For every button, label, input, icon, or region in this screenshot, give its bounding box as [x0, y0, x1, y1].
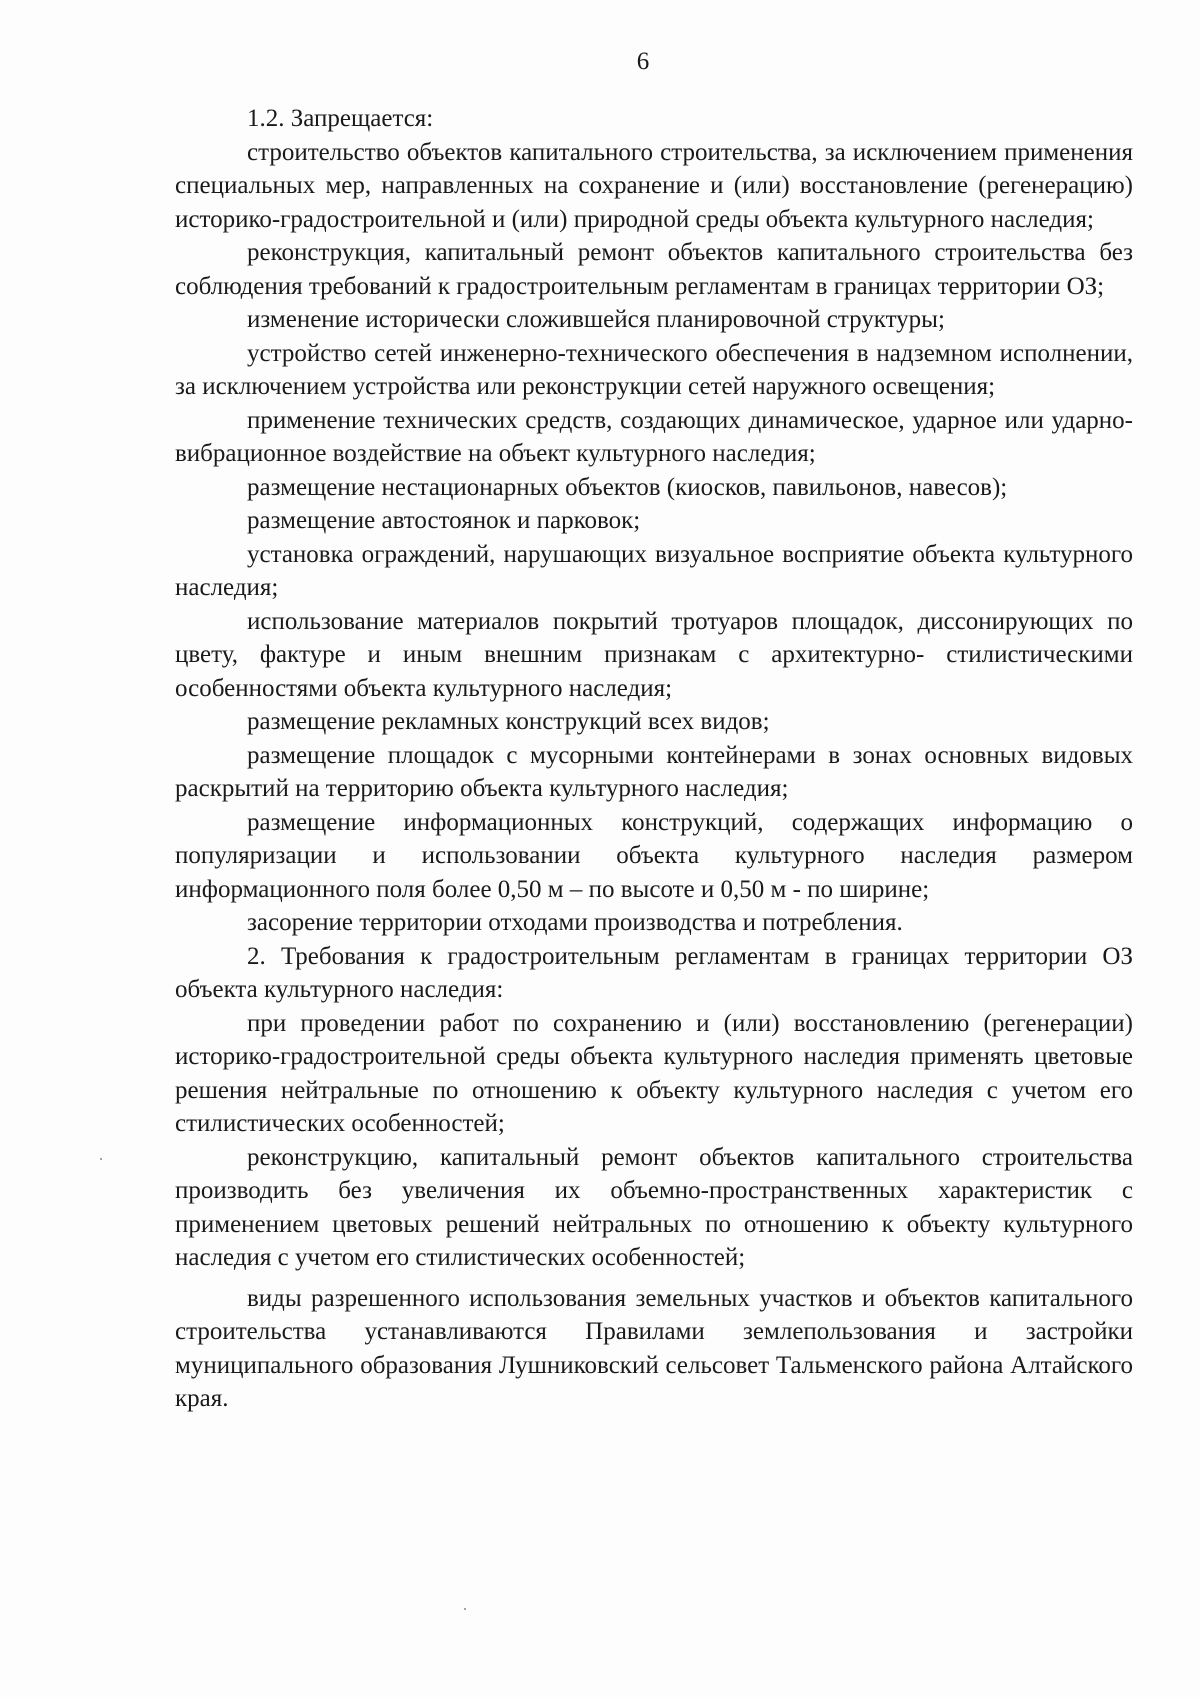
paragraph-prohibition-info-structures: размещение информационных конструкций, содержащих информацию о популяризации и использовании объекта культурного наследия размером информационного поля более 0,50 м – по высоте и 0,50 м - по ширине;	[175, 808, 1133, 903]
paragraph-prohibition-construction: строительство объектов капитального строительства, за исключением применения специальных мер, направленных на сохранение и (или) восстановление (регенерацию) историко-градостроительной и (или) природной среды объекта культурного наследия;	[175, 138, 1133, 233]
paragraph-prohibition-networks: устройство сетей инженерно-технического обеспечения в надземном исполнении, за исключением устройства или реконструкции сетей наружного освещения;	[175, 339, 1133, 400]
paragraph-prohibition-littering: засорение территории отходами производства и потребления.	[247, 909, 903, 936]
paragraph-prohibition-technical-means: применение технических средств, создающих динамическое, ударное или ударно-вибрационное воздействие на объект культурного наследия;	[175, 406, 1133, 467]
paragraph-prohibition-reconstruction: реконструкция, капитальный ремонт объектов капитального строительства без соблюдения требований к градостроительным регламентам в границах территории ОЗ;	[175, 239, 1133, 300]
paragraph-prohibition-kiosks: размещение нестационарных объектов (киосков, павильонов, навесов);	[247, 473, 1008, 501]
page-number: 6	[636, 48, 650, 75]
paragraph-prohibition-waste-containers: размещение площадок с мусорными контейнерами в зонах основных видовых раскрытий на территорию объекта культурного наследия;	[175, 741, 1133, 802]
paragraph-requirement-land-use: виды разрешенного использования земельных участков и объектов капитального строительства устанавливаются Правилами землепользования и застройки муниципального образования Лушниковский сельсовет Тальменского района Алтайского края.	[175, 1284, 1133, 1412]
document-body	[175, 102, 1133, 1416]
paragraph-prohibition-fences: установка ограждений, нарушающих визуальное восприятие объекта культурного наследия;	[175, 540, 1133, 601]
paragraph-prohibition-advertising: размещение рекламных конструкций всех видов;	[247, 708, 770, 735]
paragraph-prohibition-planning-structure: изменение исторически сложившейся планировочной структуры;	[247, 306, 945, 333]
paragraph-requirement-color-solutions: при проведении работ по сохранению и (или) восстановлению (регенерации) историко-градостроительной среды объекта культурного наследия применять цветовые решения нейтральные по отношению к объекту культурного наследия с учетом его стилистических особенностей;	[175, 1009, 1133, 1137]
paragraph-prohibition-materials: использование материалов покрытий тротуаров площадок, диссонирующих по цвету, фактуре и иным внешним признакам с архитектурно- стилистическими особенностями объекта культурного наследия;	[175, 607, 1133, 702]
paragraph-1-2-heading: 1.2. Запрещается:	[247, 105, 434, 132]
scan-speck	[100, 1158, 102, 1160]
paragraph-prohibition-parking: размещение автостоянок и парковок;	[247, 507, 641, 534]
paragraph-requirement-reconstruction: реконструкцию, капитальный ремонт объектов капитального строительства производить без увеличения их объемно-пространственных характеристик с применением цветовых решений нейтральных по отношению к объекту культурного наследия с учетом его стилистических особенностей;	[175, 1143, 1133, 1271]
scan-speck	[464, 1608, 466, 1610]
paragraph-2-heading: 2. Требования к градостроительным регламентам в границах территории ОЗ объекта культурного наследия:	[175, 942, 1133, 1003]
